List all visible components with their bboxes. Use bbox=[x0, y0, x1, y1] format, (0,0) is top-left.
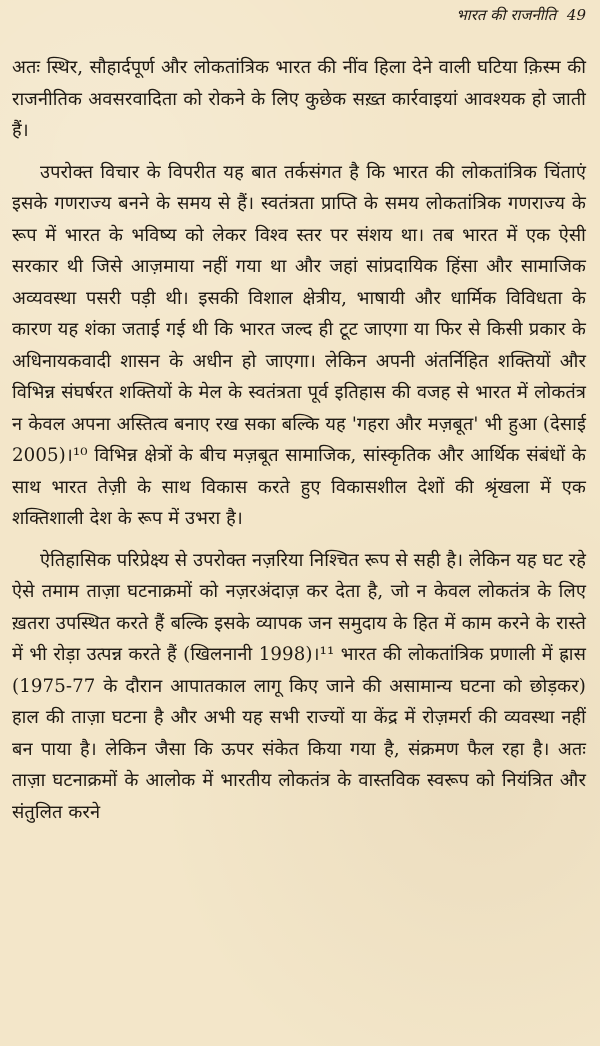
page-number: 49 bbox=[566, 6, 586, 24]
body-text bbox=[12, 52, 586, 828]
running-header bbox=[456, 8, 586, 23]
paragraph-3: ऐतिहासिक परिप्रेक्ष्य से उपरोक्त नज़रिया निश्चित रूप से सही है। लेकिन यह घट रहे ऐसे तमाम ताज़ा घटनाक्रमों को नज़रअंदाज़ कर देता है, जो न केवल लोकतंत्र के लिए ख़तरा उपस्थित करते हैं बल्कि इसके व्यापक जन समुदाय के हित में काम करने के रास्ते में भी रोड़ा उत्पन्न करते हैं (खिलनानी 1998)।¹¹ भारत की लोकतांत्रिक प्रणाली में ह्रास (1975-77 के दौरान आपातकाल लागू किए जाने की असामान्य घटना को छोड़कर) हाल की ताज़ा घटना है और अभी यह सभी राज्यों या केंद्र में रोज़मर्रा की व्यवस्था नहीं बन पाया है। लेकिन जैसा कि ऊपर संकेत किया गया है, संक्रमण फैल रहा है। अतः ताज़ा घटनाक्रमों के आलोक में भारतीय लोकतंत्र के वास्तविक स्वरूप को नियंत्रित और संतुलित करने bbox=[12, 549, 586, 823]
paragraph-1: अतः स्थिर, सौहार्दपूर्ण और लोकतांत्रिक भारत की नींव हिला देने वाली घटिया क़िस्म की राजनीतिक अवसरवादिता को रोकने के लिए कुछेक सख़्त कार्रवाइयां आवश्यक हो जाती हैं। bbox=[12, 57, 586, 141]
header-title: भारत की राजनीति bbox=[456, 6, 557, 24]
paragraph-2: उपरोक्त विचार के विपरीत यह बात तर्कसंगत है कि भारत की लोकतांत्रिक चिंताएं इसके गणराज्य बनने के समय से हैं। स्वतंत्रता प्राप्ति के समय लोकतांत्रिक गणराज्य के रूप में भारत के भविष्य को लेकर विश्व स्तर पर संशय था। तब भारत में एक ऐसी सरकार थी जिसे आज़माया नहीं गया था और जहां सांप्रदायिक हिंसा और सामाजिक अव्यवस्था पसरी पड़ी थी। इसकी विशाल क्षेत्रीय, भाषायी और धार्मिक विविधता के कारण यह शंका जताई गई थी कि भारत जल्द ही टूट जाएगा या फिर से किसी प्रकार के अधिनायकवादी शासन के अधीन हो जाएगा। लेकिन अपनी अंतर्निहित शक्तियों और विभिन्न संघर्षरत शक्तियों के मेल के स्वतंत्रता पूर्व इतिहास की वजह से भारत में लोकतंत्र न केवल अपना अस्तित्व बनाए रख सका बल्कि यह 'गहरा और मज़बूत' भी हुआ (देसाई 2005)।¹⁰ विभिन्न क्षेत्रों के बीच मज़बूत सामाजिक, सांस्कृतिक और आर्थिक संबंधों के साथ भारत तेज़ी के साथ विकास करते हुए विकासशील देशों की श्रृंखला में एक शक्तिशाली देश के रूप में उभरा है। bbox=[12, 161, 586, 529]
